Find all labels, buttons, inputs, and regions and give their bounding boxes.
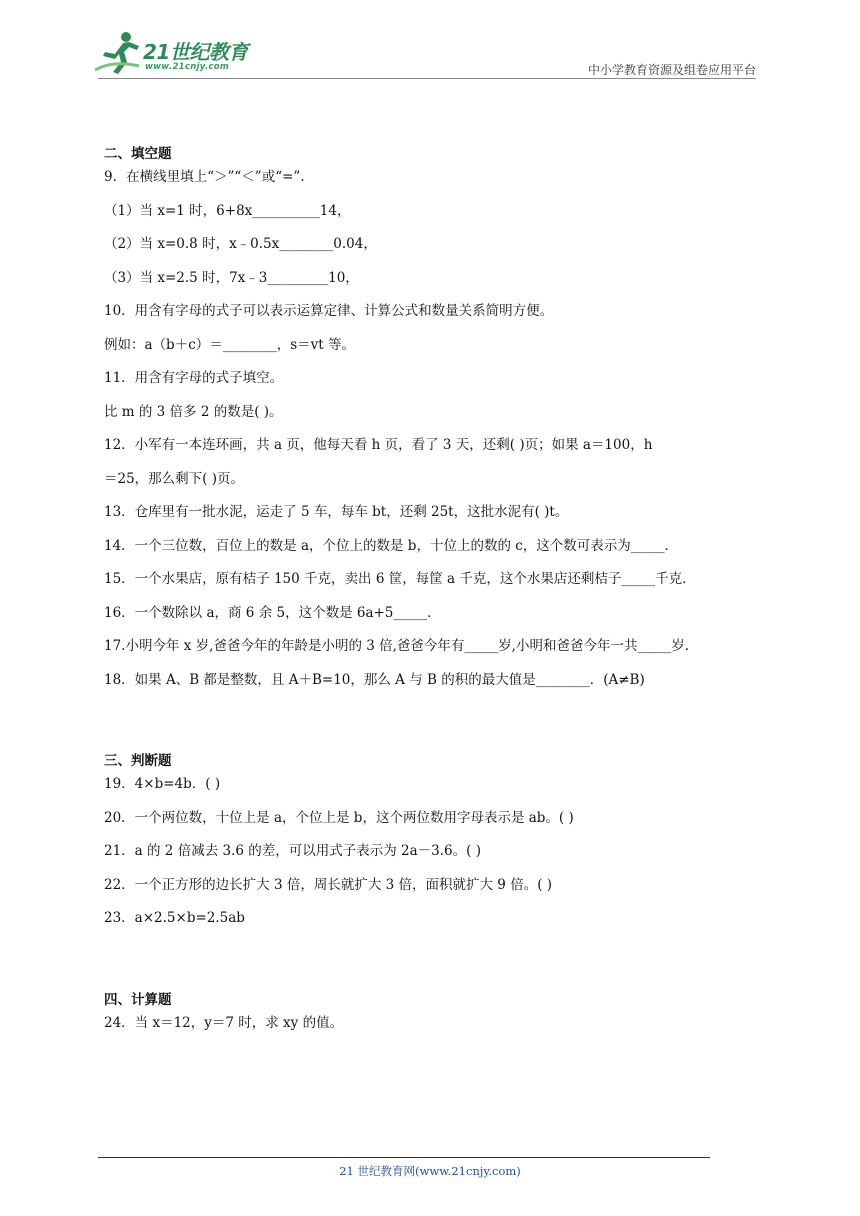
question-line: 10．用含有字母的式子可以表示运算定律、计算公式和数量关系简明方便。 bbox=[104, 303, 554, 319]
question-line: 11．用含有字母的式子填空。 bbox=[104, 370, 284, 386]
question-line: 13．仓库里有一批水泥，运走了 5 车，每车 bt，还剩 25t，这批水泥有( )t。 bbox=[104, 504, 569, 520]
section-title-judgement: 三、判断题 bbox=[104, 753, 172, 769]
question-line: 24．当 x＝12，y＝7 时，求 xy 的值。 bbox=[104, 1014, 344, 1031]
question-line: 18．如果 A、B 都是整数，且 A＋B=10，那么 A 与 B 的积的最大值是________．(A≠B) bbox=[104, 671, 645, 688]
question-line: （2）当 x=0.8 时，x﹣0.5x________0.04， bbox=[104, 236, 377, 252]
question-line: 例如：a（b＋c）＝________，s＝vt 等。 bbox=[104, 336, 356, 353]
page-header bbox=[0, 0, 860, 80]
question-line: （3）当 x=2.5 时，7x﹣3_________10， bbox=[104, 269, 359, 286]
footer-text[interactable]: 21 世纪教育网(www.21cnjy.com) bbox=[339, 1164, 521, 1178]
site-logo bbox=[93, 30, 263, 78]
question-line: 比 m 的 3 倍多 2 的数是( )。 bbox=[104, 403, 283, 420]
question-line: （1）当 x=1 时，6+8x__________14， bbox=[104, 202, 351, 219]
runner-logo-icon bbox=[93, 30, 143, 76]
section-title-fill-blank: 二、填空题 bbox=[104, 146, 172, 162]
exam-content bbox=[104, 143, 764, 1044]
question-line: 12．小军有一本连环画，共 a 页，他每天看 h 页，看了 3 天，还剩( )页；如果 a＝100，h bbox=[104, 437, 653, 453]
question-line: 9．在横线里填上“＞”“＜”或“=”. bbox=[104, 169, 305, 185]
question-line: 22．一个正方形的边长扩大 3 倍，周长就扩大 3 倍，面积就扩大 9 倍。( ) bbox=[104, 876, 553, 893]
logo-url: www.21cnjy.com bbox=[145, 62, 229, 72]
platform-name: 中小学教育资源及组卷应用平台 bbox=[587, 63, 756, 77]
question-line: 14．一个三位数，百位上的数是 a，个位上的数是 b，十位上的数的 c，这个数可表示为_____． bbox=[104, 537, 679, 554]
section-title-calculation: 四、计算题 bbox=[104, 991, 172, 1008]
question-line: 15．一个水果店，原有桔子 150 千克，卖出 6 筐，每筐 a 千克，这个水果店还剩桔子_____千克． bbox=[104, 571, 696, 587]
footer-divider bbox=[98, 1157, 710, 1158]
question-line: 17.小明今年 x 岁,爸爸今年的年龄是小明的 3 倍,爸爸今年有_____岁,小明和爸爸今年一共_____岁. bbox=[104, 638, 690, 654]
question-line: 23．a×2.5×b=2.5ab bbox=[104, 910, 245, 926]
header-divider bbox=[98, 78, 756, 79]
question-line: 19．4×b=4b．( ) bbox=[104, 776, 221, 792]
question-line: 20．一个两位数，十位上是 a，个位上是 b，这个两位数用字母表示是 ab。( ) bbox=[104, 809, 574, 826]
question-line: 16．一个数除以 a，商 6 余 5，这个数是 6a+5_____． bbox=[104, 604, 441, 621]
question-line: 21．a 的 2 倍减去 3.6 的差，可以用式子表示为 2a－3.6。( ) bbox=[104, 843, 481, 859]
page-footer bbox=[0, 1163, 860, 1179]
question-line: ＝25，那么剩下( )页。 bbox=[104, 470, 245, 487]
logo-text: 21世纪教育 bbox=[143, 40, 248, 64]
